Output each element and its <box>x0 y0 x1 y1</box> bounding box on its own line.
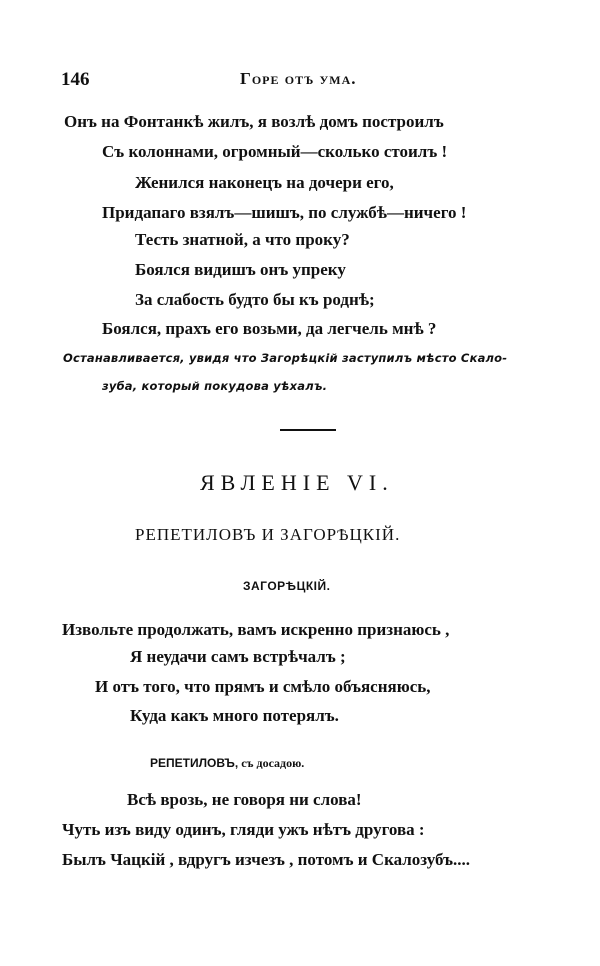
verse-line: Всѣ врозь, не говоря ни слова! <box>127 790 362 809</box>
stage-direction: зуба, который покудова уѣхалъ. <box>102 379 328 393</box>
verse-line: Женился наконецъ на дочери его, <box>135 173 394 192</box>
verse-line: Извольте продолжать, вамъ искренно признаюсь , <box>62 620 450 639</box>
section-divider <box>280 429 336 431</box>
verse-line: Придапаго взялъ—шишъ, по службѣ—ничего ! <box>102 203 467 222</box>
stage-direction: Останавливается, увидя что Загорѣцкій заступилъ мѣсто Скало- <box>63 351 508 365</box>
verse-line: За слабость будто бы къ роднѣ; <box>135 290 375 309</box>
verse-line: Тесть знатной, а что проку? <box>135 230 350 249</box>
running-title: Горе отъ ума. <box>240 69 357 88</box>
verse-line: И отъ того, что прямъ и смѣло объясняюсь, <box>95 677 431 696</box>
verse-line: Былъ Чацкій , вдругъ изчезъ , потомъ и Скалозубъ.... <box>62 850 471 869</box>
speaker-name: ЗАГОРѢЦКІЙ. <box>243 579 331 593</box>
speaker-name: РЕПЕТИЛОВЪ, <box>150 756 239 770</box>
verse-line: Я неудачи самъ встрѣчалъ ; <box>130 647 346 666</box>
scene-title: ЯВЛЕНІЕ VI. <box>200 470 394 495</box>
speaker-note: съ досадою. <box>241 756 305 770</box>
verse-line: Чуть изъ виду одинъ, гляди ужъ нѣтъ другова : <box>62 820 425 839</box>
verse-line: Съ колоннами, огромный—сколько стоилъ ! <box>102 142 448 161</box>
speaker-line <box>150 753 304 773</box>
verse-line: Боялся, прахъ его возьми, да легчель мнѣ ? <box>102 319 437 338</box>
scene-characters: РЕПЕТИЛОВЪ И ЗАГОРѢЦКІЙ. <box>135 525 401 544</box>
page-number: 146 <box>61 69 90 90</box>
verse-line: Онъ на Фонтанкѣ жилъ, я возлѣ домъ построилъ <box>64 112 444 131</box>
verse-line: Боялся видишъ онъ упреку <box>135 260 346 279</box>
verse-line: Куда какъ много потерялъ. <box>130 706 339 725</box>
